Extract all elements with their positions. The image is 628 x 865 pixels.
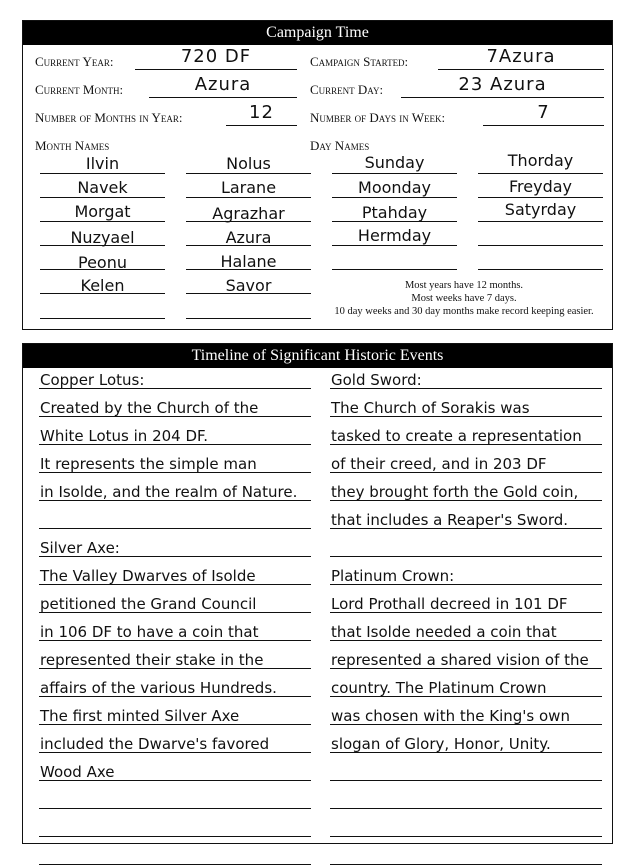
months-in-year-line: [226, 125, 297, 126]
month-name: Halane: [220, 252, 277, 271]
timeline-line-text: represented a shared vision of the: [331, 651, 589, 669]
timeline-line-text: The Church of Sorakis was: [331, 399, 530, 417]
days-in-week-value: 7: [537, 102, 550, 123]
campaign-started-line: [438, 69, 604, 70]
month-name: Azura: [225, 228, 272, 247]
month-name: Peonu: [78, 253, 127, 272]
current-day-line: [401, 97, 604, 98]
timeline-line-text: of their creed, and in 203 DF: [331, 455, 547, 473]
days-in-week-line: [483, 125, 604, 126]
months-in-year-label: Number of Months in Year:: [35, 110, 183, 125]
month-name: Savor: [225, 276, 272, 295]
days-in-week-label: Number of Days in Week:: [310, 110, 446, 125]
month-name: Agrazhar: [212, 204, 285, 223]
note-line: Most years have 12 months.: [404, 280, 524, 291]
timeline-line-text: slogan of Glory, Honor, Unity.: [331, 735, 551, 753]
timeline-line-text: Created by the Church of the: [40, 399, 259, 417]
ruled-line: [39, 528, 311, 529]
timeline-line-text: they brought forth the Gold coin,: [331, 483, 579, 501]
day-name: Thorday: [507, 151, 574, 170]
month-name: Morgat: [74, 202, 131, 221]
month-name: Larane: [220, 178, 277, 197]
calendar-notes: [321, 279, 607, 318]
timeline-line-text: Copper Lotus:: [40, 371, 145, 389]
timeline-line-text: affairs of the various Hundreds.: [40, 679, 277, 697]
timeline-line-text: petitioned the Grand Council: [40, 595, 257, 613]
timeline-line-text: Gold Sword:: [331, 371, 422, 389]
day-name: Sunday: [364, 153, 425, 172]
timeline-line-text: was chosen with the King's own: [331, 707, 570, 725]
day-name: Freyday: [508, 177, 572, 196]
current-day-value: 23 Azura: [458, 74, 547, 95]
current-month-line: [149, 97, 297, 98]
timeline-line-text: Lord Prothall decreed in 101 DF: [331, 595, 568, 613]
ruled-line: [330, 808, 602, 809]
month-names-label: Month Names: [35, 138, 110, 153]
ruled-line: [39, 808, 311, 809]
month-name: Kelen: [80, 276, 125, 295]
ruled-line: [330, 556, 602, 557]
current-year-line: [135, 69, 297, 70]
month-name: Ilvin: [85, 154, 120, 173]
current-year-value: 720 DF: [180, 46, 252, 67]
timeline-panel: [22, 343, 613, 844]
timeline-title: Timeline of Significant Historic Events: [23, 344, 612, 368]
campaign-started-value: 7Azura: [486, 46, 556, 67]
current-year-label: Current Year:: [35, 54, 114, 69]
day-name: Ptahday: [361, 203, 428, 222]
timeline-line-text: The first minted Silver Axe: [40, 707, 240, 725]
timeline-line-text: Platinum Crown:: [331, 567, 455, 585]
month-name: Nolus: [226, 154, 271, 173]
day-name: Moonday: [358, 178, 431, 197]
timeline-line-text: included the Dwarve's favored: [40, 735, 270, 753]
timeline-line-text: in Isolde, and the realm of Nature.: [40, 483, 298, 501]
timeline-line-text: that Isolde needed a coin that: [331, 623, 557, 641]
current-month-value: Azura: [194, 74, 252, 95]
month-name: Nuzyael: [70, 228, 135, 247]
month-name: Navek: [77, 178, 128, 197]
timeline-line-text: that includes a Reaper's Sword.: [331, 511, 569, 529]
note-line: 10 day weeks and 30 day months make record keeping easier.: [334, 306, 594, 317]
timeline-line-text: It represents the simple man: [40, 455, 257, 473]
timeline-line-text: tasked to create a representation: [331, 427, 582, 445]
timeline-line-text: White Lotus in 204 DF.: [40, 427, 209, 445]
campaign-started-label: Campaign Started:: [310, 54, 409, 69]
day-name: Hermday: [357, 226, 432, 245]
timeline-line-text: Wood Axe: [40, 763, 115, 781]
ruled-line: [330, 780, 602, 781]
current-month-label: Current Month:: [35, 82, 124, 97]
timeline-line-text: in 106 DF to have a coin that: [40, 623, 259, 641]
current-day-label: Current Day:: [310, 82, 384, 97]
timeline-line-text: Silver Axe:: [40, 539, 120, 557]
campaign-time-title: Campaign Time: [23, 21, 612, 45]
timeline-line-text: country. The Platinum Crown: [331, 679, 547, 697]
months-in-year-value: 12: [249, 102, 274, 123]
day-names-label: Day Names: [310, 138, 370, 153]
note-line: Most weeks have 7 days.: [411, 293, 517, 304]
timeline-line-text: The Valley Dwarves of Isolde: [40, 567, 256, 585]
timeline-line-text: represented their stake in the: [40, 651, 264, 669]
ruled-line: [330, 836, 602, 837]
ruled-line: [39, 836, 311, 837]
campaign-time-panel: [22, 20, 613, 330]
day-name: Satyrday: [504, 200, 577, 219]
